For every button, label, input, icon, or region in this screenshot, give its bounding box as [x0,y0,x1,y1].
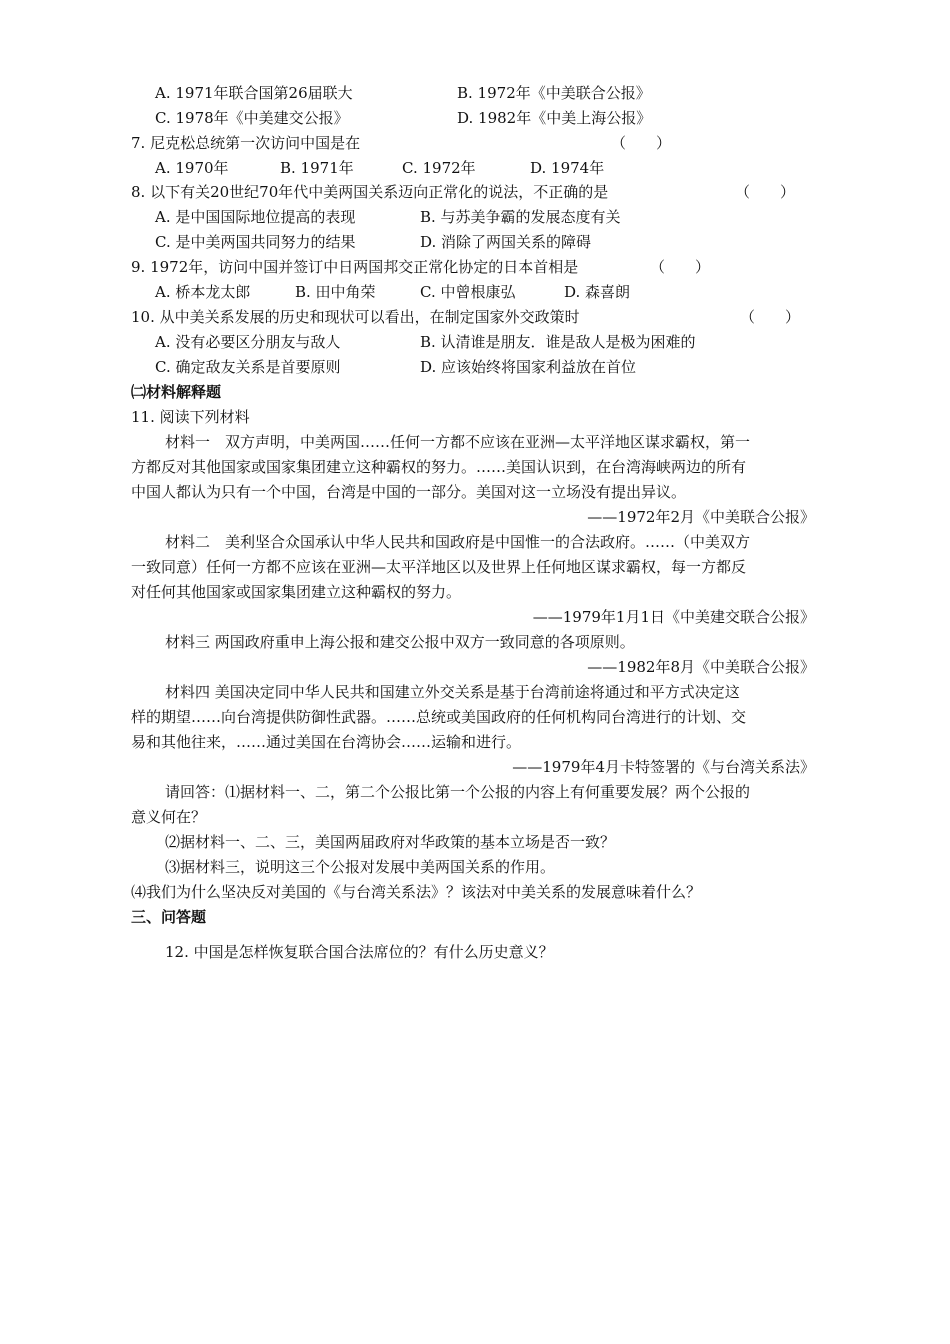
q11-question-2: ⑵据材料一、二、三，美国两届政府对华政策的基本立场是否一致？ [165,833,616,851]
q9-option-d: D. 森喜朗 [564,283,631,301]
material-3-line-1: 材料三 两国政府重申上海公报和建交公报中双方一致同意的各项原则。 [165,633,635,651]
q9-stem: 9. 1972年，访问中国并签订中日两国邦交正常化协定的日本首相是 [131,258,579,276]
material-2-line-2: 一致同意）任何一方都不应该在亚洲—太平洋地区以及世界上任何地区谋求霸权，每一方都反 [131,558,747,576]
q11-question-4: ⑷我们为什么坚决反对美国的《与台湾关系法》？该法对中美关系的发展意味着什么？ [131,883,702,901]
q9-option-b: B. 田中角荣 [295,283,376,301]
material-1-line-1: 材料一 双方声明，中美两国……任何一方都不应该在亚洲—太平洋地区谋求霸权，第一 [165,433,751,451]
q8-stem: 8. 以下有关20世纪70年代中美两国关系迈向正常化的说法，不正确的是 [131,183,609,201]
q6-option-a: A. 1971年联合国第26届联大 [155,84,353,102]
material-3-source: ——1982年8月《中美联合公报》 [587,658,815,676]
material-4-source: ——1979年4月卡特签署的《与台湾关系法》 [512,758,815,776]
q10-option-c: C. 确定敌友关系是首要原则 [155,358,341,376]
material-2-source: ——1979年1月1日《中美建交联合公报》 [532,608,815,626]
material-2-line-3: 对任何其他国家或国家集团建立这种霸权的努力。 [131,583,462,601]
q8-option-a: A. 是中国国际地位提高的表现 [155,208,356,226]
q7-option-d: D. 1974年 [530,159,605,177]
material-2-line-1: 材料二 美利坚合众国承认中华人民共和国政府是中国惟一的合法政府。……（中美双方 [165,533,751,551]
q7-option-a: A. 1970年 [155,159,229,177]
q10-option-b: B. 认清谁是朋友．谁是敌人是极为困难的 [420,333,696,351]
q10-answer-bracket: （ ） [740,308,801,326]
q8-answer-bracket: （ ） [735,183,796,201]
q8-option-b: B. 与苏美争霸的发展态度有关 [420,208,621,226]
q10-option-a: A. 没有必要区分朋友与敌人 [155,333,341,351]
q6-option-b: B. 1972年《中美联合公报》 [457,84,651,102]
q10-option-d: D. 应该始终将国家利益放在首位 [420,358,637,376]
q6-option-d: D. 1982年《中美上海公报》 [457,109,652,127]
material-4-line-1: 材料四 美国决定同中华人民共和国建立外交关系是基于台湾前途将通过和平方式决定这 [165,683,740,701]
q7-option-c: C. 1972年 [402,159,476,177]
q11-question-3: ⑶据材料三，说明这三个公报对发展中美两国关系的作用。 [165,858,556,876]
material-1-line-2: 方都反对其他国家或国家集团建立这种霸权的努力。……美国认识到，在台湾海峡两边的所有 [131,458,747,476]
q7-option-b: B. 1971年 [280,159,354,177]
q10-stem: 10. 从中美关系发展的历史和现状可以看出，在制定国家外交政策时 [131,308,580,326]
q9-answer-bracket: （ ） [650,258,711,276]
q11-question-1-line-2: 意义何在？ [131,808,207,826]
q7-stem: 7. 尼克松总统第一次访问中国是在 [131,134,361,152]
q6-option-c: C. 1978年《中美建交公报》 [155,109,349,127]
section-material-title: ㈡材料解释题 [131,383,222,401]
q7-answer-bracket: （ ） [611,134,672,152]
material-1-line-3: 中国人都认为只有一个中国，台湾是中国的一部分。美国对这一立场没有提出异议。 [131,483,687,501]
section-essay-title: 三、问答题 [131,908,207,926]
material-4-line-3: 易和其他往来，……通过美国在台湾协会……运输和进行。 [131,733,522,751]
q12-stem: 12. 中国是怎样恢复联合国合法席位的？有什么历史意义？ [165,943,554,961]
material-1-source: ——1972年2月《中美联合公报》 [587,508,815,526]
q11-question-1-line-1: 请回答：⑴据材料一、二，第二个公报比第一个公报的内容上有何重要发展？两个公报的 [165,783,751,801]
q11-stem: 11. 阅读下列材料 [131,408,250,426]
q8-option-c: C. 是中美两国共同努力的结果 [155,233,356,251]
q9-option-c: C. 中曾根康弘 [420,283,516,301]
material-4-line-2: 样的期望……向台湾提供防御性武器。……总统或美国政府的任何机构同台湾进行的计划、交 [131,708,747,726]
q9-option-a: A. 桥本龙太郎 [155,283,251,301]
q8-option-d: D. 消除了两国关系的障碍 [420,233,592,251]
